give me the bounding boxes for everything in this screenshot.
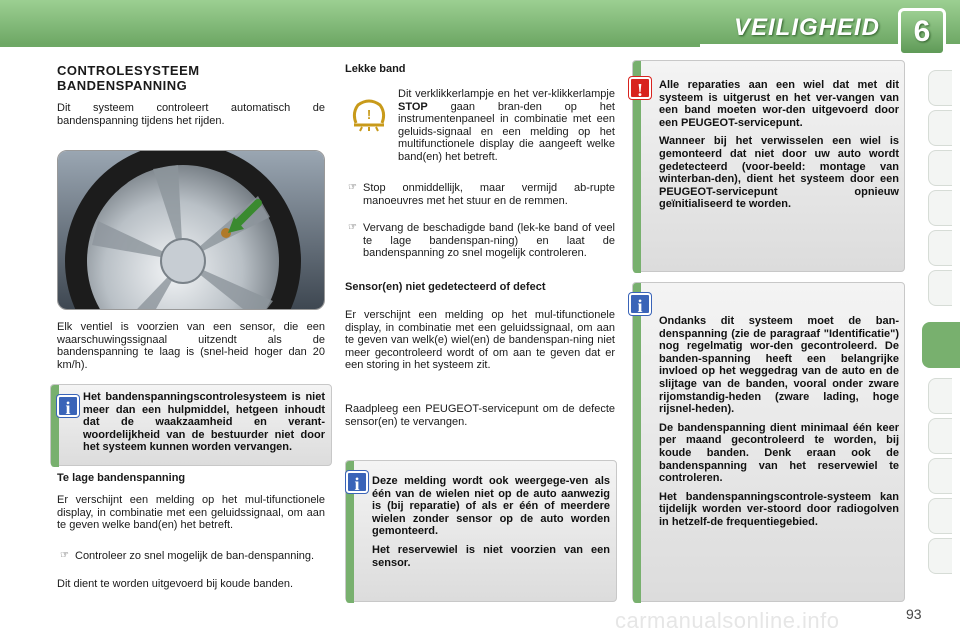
side-tab-8[interactable] <box>928 378 952 414</box>
info-notice-middle-p2: Het reservewiel is niet voorzien van een sensor. <box>372 543 610 569</box>
puncture-bullet-2-text: Vervang de beschadigde band (lek-ke band of veel te lage bandenspan-ning) en laat de bandenspanning zo snel mogelijk controleren. <box>363 222 615 260</box>
info-notice-right-p2: De bandenspanning dient minimaal één keer per maand gecontroleerd te worden, bij koude banden. Denk eraan ook de bandenspanning van het reservewiel te controleren. <box>659 421 899 485</box>
pointing-hand-icon: ☞ <box>60 550 69 561</box>
low-pressure-bullet <box>57 550 325 563</box>
page-header <box>0 0 960 58</box>
info-notice-middle-p1: Deze melding wordt ook weergege-ven als één van de wielen niet op de auto aanwezig is (bij reparatie) of als er één of meerdere wielen zonder sensor op de auto worden gemonteerd. <box>372 475 610 538</box>
notice-accent-bar <box>633 283 641 603</box>
header-divider <box>0 44 700 47</box>
low-pressure-footer: Dit dient te worden uitgevoerd bij koude banden. <box>57 578 294 590</box>
side-tab-11[interactable] <box>928 498 952 534</box>
side-tab-5[interactable] <box>928 230 952 266</box>
side-tab-1[interactable] <box>928 70 952 106</box>
puncture-text-start: Dit verklikkerlampje en het ver-klikkerlampje <box>398 88 615 100</box>
puncture-bullet-1 <box>345 182 615 207</box>
pointing-hand-icon: ☞ <box>348 222 357 233</box>
puncture-text-end: gaan bran-den op het instrumentenpaneel in combinatie met een geluids-signaal en een melding op het multifunctionele display die aangeeft welke band(en) het betreft. <box>398 100 615 163</box>
puncture-bullet-2 <box>345 222 615 260</box>
warning-notice-p2: Wanneer bij het verwisselen een wiel is gemonteerd dat niet door uw auto wordt gedetecteerd (voor-beeld: montage van winterban-den), dient het systeem door een PEUGEOT-servicepunt opnieuw geïnitialiseerd te worden. <box>659 135 899 211</box>
info-icon: i <box>346 471 368 493</box>
info-notice-right-p1: Ondanks dit systeem moet de ban-denspanning (zie de paragraaf "Identificatie") nog regelmatig wor-den gecontroleerd. De banden-spanning heeft een belangrijke invloed op het weggedrag van de auto en de slijtage van de banden, vooral onder zware rijomstandig-heden (zware lading, hoge rijsnel-heden). <box>659 315 899 416</box>
info-notice-right <box>632 282 905 602</box>
tyre-valve-photo <box>57 150 325 310</box>
info-notice-right-p3: Het bandenspanningscontrole-systeem kan tijdelijk worden ver-stoord door radiogolven in hetzelf-de frequentiegebied. <box>659 490 899 528</box>
side-tab-4[interactable] <box>928 190 952 226</box>
sensor-heading: Sensor(en) niet gedetecteerd of defect <box>345 281 546 293</box>
pointing-hand-icon: ☞ <box>348 182 357 193</box>
side-tab-10[interactable] <box>928 458 952 494</box>
section-title <box>57 63 327 93</box>
info-icon: i <box>629 293 651 315</box>
side-tab-6[interactable] <box>928 270 952 306</box>
warning-notice-text <box>659 79 899 211</box>
chapter-number: 6 <box>898 8 946 56</box>
page-number: 93 <box>906 606 922 622</box>
valve-sensor-text: Elk ventiel is voorzien van een sensor, die een waarschuwingssignaal uitzendt als de bandenspanning te laag is (snel-heid hoger dan 20 km/h). <box>57 321 325 371</box>
warning-notice <box>632 60 905 272</box>
low-pressure-text: Er verschijnt een melding op het mul-tifunctionele display, in combinatie met een geluidssignaal, om aan te geven welke band(en) het betreft. <box>57 494 325 532</box>
tyre-valve-illustration <box>58 151 325 310</box>
low-pressure-heading: Te lage bandenspanning <box>57 472 186 484</box>
stop-lamp-label: STOP <box>398 100 428 113</box>
info-icon: i <box>57 395 79 417</box>
section-title-line2: BANDENSPANNING <box>57 78 188 93</box>
svg-text:!: ! <box>366 107 372 122</box>
side-tab-active-chapter[interactable] <box>922 322 960 368</box>
info-notice-left <box>50 384 332 466</box>
side-tab-2[interactable] <box>928 110 952 146</box>
side-tab-9[interactable] <box>928 418 952 454</box>
sensor-text-2: Raadpleeg een PEUGEOT-servicepunt om de defecte sensor(en) te vervangen. <box>345 403 615 428</box>
puncture-heading: Lekke band <box>345 63 406 75</box>
section-title-line1: CONTROLESYSTEEM <box>57 63 200 78</box>
low-pressure-bullet-text: Controleer zo snel mogelijk de ban-denspanning. <box>75 550 315 562</box>
sensor-text-1: Er verschijnt een melding op het mul-tifunctionele display, in combinatie met een geluidssignaal, om aan te geven van welk(e) wiel(en) de bandenspan-ning niet meer gecontroleerd wordt of om aan te geven dat er een storing in het systeem zit. <box>345 309 615 372</box>
intro-text: Dit systeem controleert automatisch de bandenspanning tijdens het rijden. <box>57 102 325 127</box>
side-tab-12[interactable] <box>928 538 952 574</box>
puncture-text <box>345 88 615 164</box>
chapter-title: VEILIGHEID <box>733 14 880 41</box>
side-tab-3[interactable] <box>928 150 952 186</box>
warning-icon: ! <box>629 77 651 99</box>
info-notice-middle <box>345 460 617 602</box>
watermark: carmanualsonline.info <box>615 608 840 633</box>
info-notice-right-text <box>659 315 899 529</box>
puncture-bullet-1-text: Stop onmiddellijk, maar vermijd ab-rupte manoeuvres met het stuur en de remmen. <box>363 182 615 207</box>
info-notice-text: Het bandenspanningscontrolesysteem is niet meer dan een hulpmiddel, hetgeen inhoudt dat de waakzaamheid en verant-woordelijkheid van de bestuurder niet door het systeem kunnen worden vervangen. <box>83 391 325 454</box>
info-notice-middle-text <box>372 475 610 569</box>
warning-notice-p1: Alle reparaties aan een wiel dat met dit systeem is uitgerust en het ver-vangen van een band moeten wor-den uitgevoerd door een PEUGEOT-servicepunt. <box>659 79 899 129</box>
